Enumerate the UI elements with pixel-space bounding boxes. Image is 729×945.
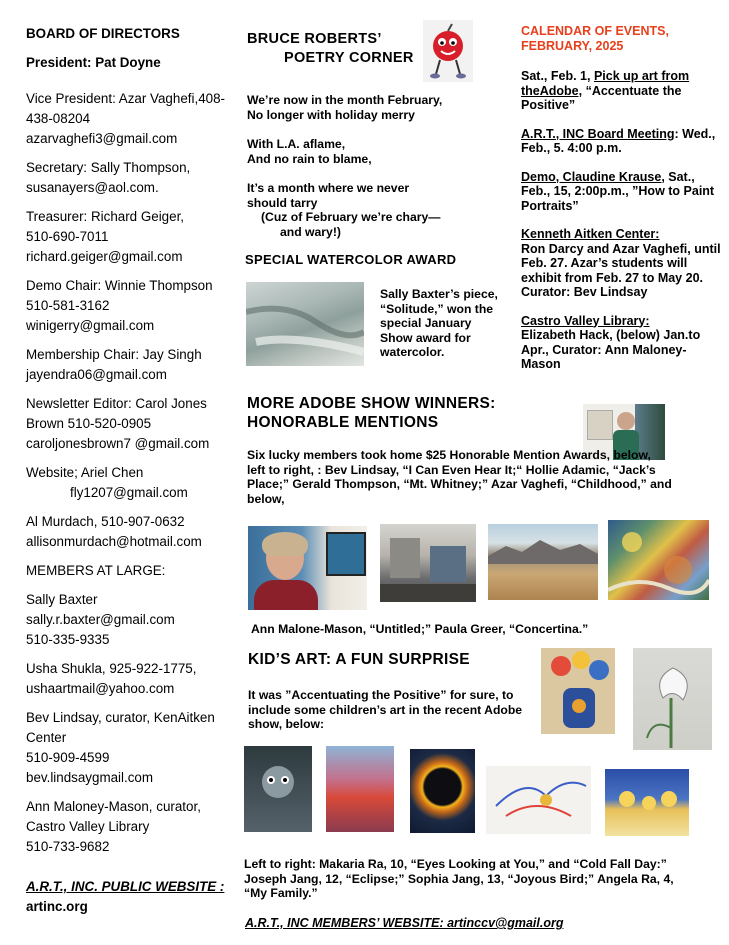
- treasurer: Treasurer: Richard Geiger,: [26, 209, 185, 224]
- calendar-heading: CALENDAR OF EVENTS, FEBRUARY, 2025: [521, 24, 669, 53]
- president: President: Pat Doyne: [26, 55, 161, 70]
- poetry-title: BRUCE ROBERTS’ POETRY CORNER: [247, 31, 414, 66]
- cold-fall-day-painting: [326, 746, 394, 832]
- newsletter-editor: Newsletter Editor: Carol Jones Brown 510-520-0905: [26, 396, 207, 431]
- shukla-email: ushaartmail@yahoo.com: [26, 681, 175, 696]
- board-heading: BOARD OF DIRECTORS: [26, 26, 180, 41]
- adobe-body: Six lucky members took home $25 Honorable Mention Awards, below, left to right, : Bev Lindsay, “I Can Even Hear It;“ Hollie Adamic, “Jack’s Place;” Gerald Thompson, “Mt. Whitney;” Azar Vaghefi, “Childhood,” and below,: [247, 448, 672, 506]
- watercolor-heading: SPECIAL WATERCOLOR AWARD: [245, 252, 457, 267]
- website-email: fly1207@gmail.com: [70, 485, 188, 500]
- murdach-email: allisonmurdach@hotmail.com: [26, 534, 202, 549]
- adobe-heading: MORE ADOBE SHOW WINNERS: HONORABLE MENTIONS: [247, 395, 496, 431]
- board-column: [26, 24, 226, 917]
- members-heading: MEMBERS AT LARGE:: [26, 563, 166, 578]
- secretary: Secretary: Sally Thompson,: [26, 160, 191, 175]
- treasurer-email: richard.geiger@gmail.com: [26, 249, 183, 264]
- adobe-caption: Ann Malone-Mason, “Untitled;” Paula Greer, “Concertina.”: [251, 622, 589, 636]
- maloney: Ann Maloney-Mason, curator, Castro Valley Library: [26, 799, 201, 834]
- jacks-place-painting: [380, 524, 476, 602]
- baxter-phone: 510-335-9335: [26, 632, 110, 647]
- vp-email: azarvaghefi3@gmail.com: [26, 131, 178, 146]
- mt-whitney-painting: [488, 524, 598, 600]
- event-demo: Demo, Claudine Krause, Sat., Feb., 15, 2:00p.m., ”How to Paint Portraits”: [521, 169, 715, 213]
- watercolor-caption: Sally Baxter’s piece, “Solitude,” won the special January Show award for watercolor.: [380, 287, 498, 359]
- event-aitken: Kenneth Aitken Center: Ron Darcy and Azar Vaghefi, until Feb. 27. Azar’s students will exhibit from Feb. 27 to May 20. Curator: Bev Lindsay: [521, 227, 721, 299]
- kids-caption: Left to right: Makaria Ra, 10, “Eyes Looking at You,” and “Cold Fall Day:” Joseph Jang, 12, “Eclipse;” Sophia Jang, 13, “Joyous Bird;” Angela Ra, 4, “My Family.”: [244, 857, 674, 900]
- public-website-link[interactable]: A.R.T., INC. PUBLIC WEBSITE : artinc.org: [26, 879, 225, 914]
- event-library: Castro Valley Library: Elizabeth Hack, (below) Jan.to Apr., Curator: Ann Maloney-Mason: [521, 313, 701, 371]
- treasurer-phone: 510-690-7011: [26, 229, 109, 244]
- childhood-painting: [608, 520, 709, 600]
- eclipse-painting: [410, 749, 475, 833]
- event-pickup: Sat., Feb. 1, Pick up art from theAdobe, “Accentuate the Positive”: [521, 69, 690, 112]
- poem: We’re now in the month February, No longer with holiday merry With L.A. aflame, And no rain to blame, It’s a month where we never should tarry (Cuz of February we’re chary— and wary!): [247, 93, 443, 239]
- newsletter-email: caroljonesbrown7 @gmail.com: [26, 436, 210, 451]
- members-website-link[interactable]: A.R.T., INC MEMBERS’ WEBSITE: artinccv@gmail.org: [245, 916, 564, 930]
- event-board-meeting: A.R.T., INC Board Meeting: Wed., Feb., 5. 4:00 p.m.: [521, 126, 716, 155]
- website-contact: Website; Ariel Chen: [26, 465, 144, 480]
- shukla: Usha Shukla, 925-922-1775,: [26, 661, 197, 676]
- joyous-bird-painting: [486, 766, 591, 834]
- demo-email: winigerry@gmail.com: [26, 318, 155, 333]
- murdach: Al Murdach, 510-907-0632: [26, 514, 185, 529]
- lindsay: Bev Lindsay, curator, KenAitken Center: [26, 710, 215, 745]
- secretary-email: susanayers@aol.com.: [26, 180, 159, 195]
- kids-body: It was ”Accentuating the Positive” for sure, to include some children’s art in the recent Adobe show, below:: [248, 688, 523, 731]
- vice-president: Vice President: Azar Vaghefi,408-438-08204: [26, 91, 225, 126]
- maloney-phone: 510-733-9682: [26, 839, 110, 854]
- solitude-painting: [246, 282, 364, 366]
- calendar-column: [521, 24, 721, 384]
- membership-chair: Membership Chair: Jay Singh: [26, 347, 202, 362]
- lindsay-email: bev.lindsaygmail.com: [26, 770, 154, 785]
- iris-painting: [633, 648, 712, 750]
- lindsay-phone: 510-909-4599: [26, 750, 110, 765]
- ann-maloney-portrait-photo: [248, 526, 367, 610]
- my-family-painting: [605, 769, 689, 836]
- baxter: Sally Baxter: [26, 592, 98, 607]
- flower-vase-painting: [541, 648, 615, 734]
- eyes-looking-at-you-painting: [244, 746, 312, 832]
- demo-chair: Demo Chair: Winnie Thompson 510-581-3162: [26, 278, 213, 313]
- apple-mascot-image: [423, 20, 473, 82]
- kids-heading: KID’S ART: A FUN SURPRISE: [248, 651, 470, 668]
- membership-email: jayendra06@gmail.com: [26, 367, 167, 382]
- baxter-email: sally.r.baxter@gmail.com: [26, 612, 175, 627]
